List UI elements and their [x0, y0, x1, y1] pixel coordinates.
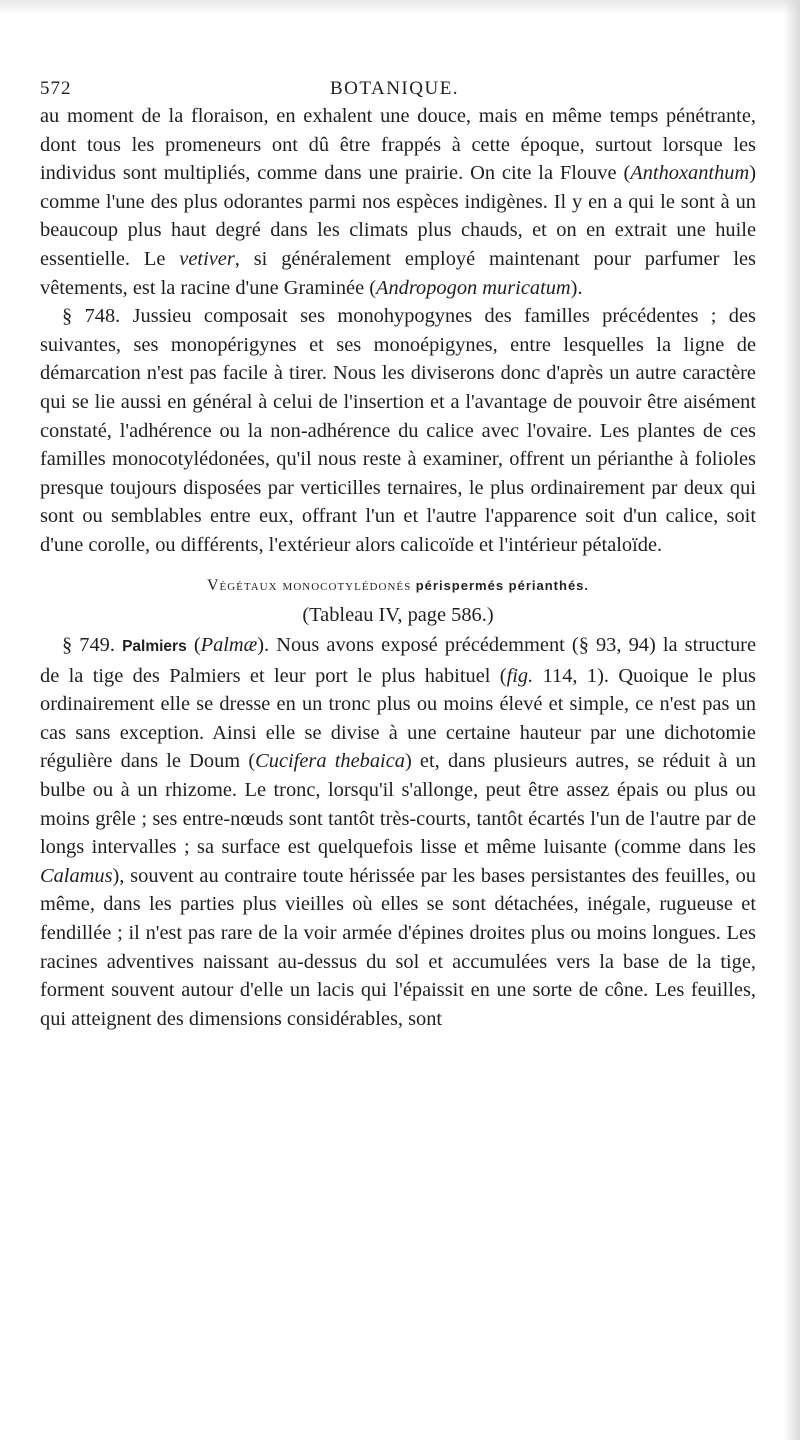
para3-text3: 114, 1). Quoique le plus ordinairement elle se dresse en un tronc plus ou moins élevé et simple, ce n'est pas un cas sans exception. Ainsi elle se divise à une certaine hauteur par une dichotomie régulière dans le Doum (: [40, 664, 756, 773]
para1-text2: comme l'une des plus odorantes parmi nos espèces indigènes. Il y en a qui le sont à un beaucoup plus haut degré dans les climats plus chauds, et on en extrait une huile essentielle. Le: [40, 190, 756, 270]
page-number: 572: [40, 78, 72, 99]
section-subtitle: périspermés périanthés.: [415, 577, 590, 593]
latin-palmae: Palmæ: [200, 634, 258, 657]
section-title: Végétaux monocotylédonés: [206, 576, 412, 594]
para3-lead: § 749.: [62, 634, 123, 657]
paragraph-748: § 748. Jussieu composait ses monohypogynes des familles précédentes ; des suivantes, ses monopérigynes et ses monoépigynes, entre lesquelles la ligne de démarcation n'est pas facile à tirer. Nous les diviserons donc d'après un autre caractère qui se lie aussi en général à celui de l'insertion et a l'avantage de pouvoir être aisément constaté, l'adhérence ou la non-adhérence du calice avec l'ovaire. Les plantes de ces familles monocotylédonées, qu'il nous reste à examiner, offrent un périanthe à folioles presque toujours disposées par verticilles ternaires, le plus ordinairement par deux qui sont ou semblables entre eux, offrant l'un et l'autre l'apparence soit d'un calice, soit d'une corolle, ou différents, l'extérieur alors calicoïde et l'intérieur pétaloïde.: [40, 305, 756, 556]
word-vetiver: vetiver: [179, 247, 235, 270]
para3-text2: ). Nous avons exposé précédemment (§ 93, 94) la structure de la tige des Palmiers et leur port le plus habituel (: [40, 634, 756, 687]
page-right-shadow: [784, 0, 800, 1440]
para1-text: au moment de la floraison, en exhalent une douce, mais en même temps pénétrante, dont tous les promeneurs ont dû être frappés à cette époque, surtout lorsque les individus sont multipliés, comme dans une prairie. On cite la Flouve: [40, 105, 756, 185]
fig-reference: fig.: [506, 664, 534, 687]
book-page: [40, 0, 756, 1033]
para3-text1: (: [186, 634, 201, 657]
para3-text4: ) et, dans plusieurs autres, se réduit à un bulbe ou à un rhizome. Le tronc, lorsqu'il s'allonge, peut être assez épais ou plus ou moins grêle ; ses entre-nœuds sont tantôt très-courts, tantôt écartés l'un de l'autre par de longs intervalles ; sa surface est quelquefois lisse et même luisante (comme dans les: [40, 750, 756, 859]
body-text: [40, 102, 756, 1033]
para1-text3: , si généralement employé maintenant pour parfumer les vêtements, est la racine d'une Graminée (: [40, 247, 756, 299]
running-head: [40, 72, 756, 102]
para1-text4: ).: [570, 276, 583, 299]
paragraph-fragrance: au moment de la floraison, en exhalent une douce, mais en même temps pénétrante, dont tous les promeneurs ont dû être frappés à cette époque, surtout lorsque les individus sont multipliés, comme dans une prairie. On cite la Flouve (Anthoxanthum) comme l'une des plus odorantes parmi nos espèces indigènes. Il y en a qui le sont à un beaucoup plus haut degré dans les climats plus chauds, et on en extrait une huile essentielle. Le vetiver, si généralement employé maintenant pour parfumer les vêtements, est la racine d'une Graminée (Andropogon muricatum).: [40, 105, 756, 299]
paragraph-749: [40, 631, 756, 1033]
family-palmiers: Palmiers: [122, 638, 187, 656]
section-heading: [40, 572, 756, 601]
running-title: BOTANIQUE.: [330, 78, 460, 99]
para3-text5: ), souvent au contraire toute hérissée par les bases persistantes des feuilles, ou même, dans les parties plus vieilles où elles se sont détachées, inégale, rugueuse et fendillée ; il n'est pas rare de la voir armée d'épines droites plus ou moins longues. Les racines adventives naissant au-dessus du sol et accumulées vers la base de la tige, forment souvent autour d'elle un lacis qui l'épaissit en une sorte de cône. Les feuilles, qui atteignent des dimensions considérables, sont: [40, 864, 756, 1030]
latin-anthoxanthum: Anthoxanthum: [630, 162, 750, 185]
table-reference: (Tableau IV, page 586.): [302, 603, 494, 626]
latin-cucifera: Cucifera thebaica: [255, 750, 405, 773]
latin-calamus: Calamus: [40, 864, 113, 887]
latin-andropogon: Andropogon muricatum: [376, 276, 571, 299]
